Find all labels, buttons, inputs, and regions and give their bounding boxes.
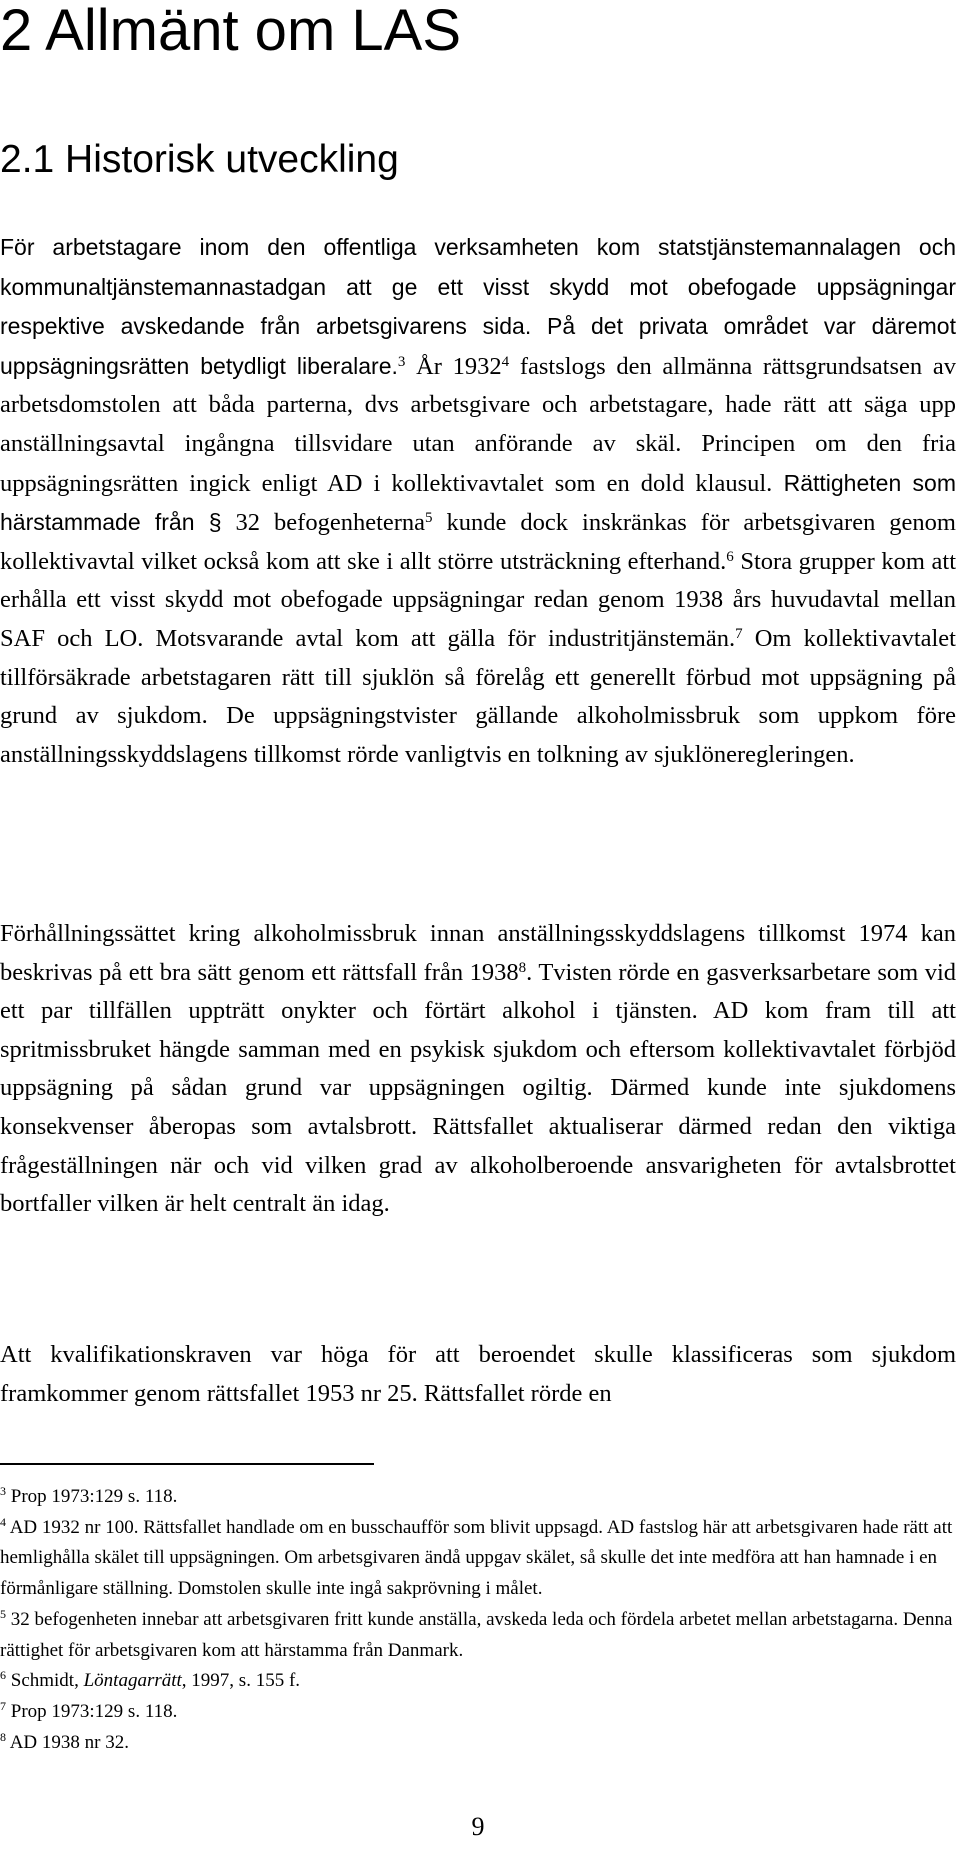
footnote-5 — [0, 1605, 956, 1666]
footnote-text: AD 1938 nr 32. — [6, 1731, 129, 1753]
p1-sentence-4: Rättigheten som härstammade från § — [0, 469, 956, 536]
section-heading: 2.1 Historisk utveckling — [0, 138, 399, 181]
footnote-number: 8 — [0, 1729, 6, 1744]
paragraph-3: Att kvalifikationskraven var höga för att beroendet skulle klassificeras som sjukdom framkommer genom rättsfallet 1953 nr 25. Rättsfallet rörde en — [0, 1341, 956, 1407]
p1-sentence-4b: kunde dock inskränkas för arbetsgivaren genom kollektivavtal vilket också kom att ske i allt större utsträckning efterhand. — [0, 509, 956, 575]
footnote-text: Prop 1973:129 s. 118. — [6, 1700, 178, 1722]
p1-sentence-5a: Stora grupper kom att erhålla ett visst skydd mot obefogade uppsägningar redan genom 1938 års huvudavtal mellan SAF och LO. Motsvarande avtal kom att gälla för industritjänstemän. — [0, 547, 956, 652]
p1-sentence-2: På det privata området var däremot uppsägningsrätten betydligt liberalare. — [0, 313, 956, 379]
p2-sentence-2: . Tvisten rörde en gasverksarbetare som vid ett par tillfällen uppträtt onykter och förtärt alkohol i tjänsten. AD kom fram till att spritmissbruket hängde samman med en psykisk sjukdom och eftersom kollektivavtalet förbjöd uppsägning på sådan grund var uppsägningen ogiltig. Därmed kunde inte sjukdomens konsekvenser åberopas som avtalsbrott. Rättsfallet aktualiserar därmed redan den viktiga frågeställningen när och vid vilken grad av alkoholberoende ansvarigheten för avtalsbrottet bortfaller vilken är helt centralt än idag. — [0, 958, 957, 1218]
footnote-ref-8[interactable]: 8 — [518, 959, 527, 976]
footnote-text: Prop 1973:129 s. 118. — [6, 1486, 178, 1507]
footnote-number: 4 — [0, 1514, 6, 1529]
footnotes — [0, 1482, 956, 1758]
footnote-ref-5[interactable]: 5 — [425, 509, 433, 526]
footnote-book-title: Löntagarrätt — [83, 1670, 182, 1692]
chapter-heading: 2 Allmänt om LAS — [0, 0, 461, 63]
footnote-4 — [0, 1513, 956, 1605]
footnote-8 — [0, 1728, 956, 1759]
footnote-number: 3 — [0, 1483, 6, 1498]
footnote-3 — [0, 1482, 956, 1513]
paragraph-2 — [0, 915, 956, 1224]
p1-sentence-4a: 32 befogenheterna — [221, 509, 426, 537]
footnote-number: 6 — [0, 1668, 6, 1683]
page-number: 9 — [471, 1812, 485, 1841]
footnote-separator — [0, 1463, 374, 1465]
footnote-text: AD 1932 nr 100. Rättsfallet handlade om en busschaufför som blivit uppsagd. AD fastslog här att arbetsgivaren hade rätt att hemlighålla skälet till uppsägningen. Om arbetsgivaren ändå uppgav skälet, så skulle det inte medföra att han hamnade i en förmånligare ställning. Domstolen skulle inte ingå sakprövning i målet. — [0, 1516, 953, 1600]
footnote-6 — [0, 1666, 956, 1697]
footnote-number: 5 — [0, 1606, 6, 1621]
footnote-text: 32 befogenheten innebar att arbetsgivaren fritt kunde anställa, avskeda leda och fördela arbetet mellan arbetstagarna. Denna rättighet för arbetsgivaren kom att härstamma från Danmark. — [0, 1608, 953, 1661]
p1-sentence-1: För arbetstagare inom den offentliga verksamheten kom statstjänstemannalagen och kommunaltjänstemannastadgan att ge ett visst skydd mot obefogade uppsägningar respektive avskedande från arbetsgivarens sida. — [0, 234, 956, 340]
p1-sentence-3a: År 1932 — [405, 352, 502, 380]
footnote-ref-6[interactable]: 6 — [726, 548, 734, 565]
footnote-text-pre: Schmidt, — [6, 1670, 84, 1692]
p2-sentence-1: Förhållningssättet kring alkoholmissbruk innan anställningsskyddslagens tillkomst 1974 kan beskrivas på ett bra sätt genom ett rättsfall från 1938 — [0, 920, 956, 986]
footnote-number: 7 — [0, 1698, 6, 1713]
p1-sentence-5b: Om kollektivavtalet tillförsäkrade arbetstagaren rätt till sjuklön så förelåg ett generellt förbud mot uppsägning på grund av sjukdom. De uppsägningstvister gällande alkoholmissbruk som uppkom före anställningsskyddslagens tillkomst rörde vanligtvis en tolkning av sjuklöneregleringen. — [0, 624, 956, 768]
paragraph-1 — [0, 228, 956, 774]
footnote-ref-4[interactable]: 4 — [501, 353, 510, 370]
footnote-ref-7[interactable]: 7 — [735, 625, 743, 642]
footnote-7 — [0, 1697, 956, 1728]
p1-sentence-3b: fastslogs den allmänna rättsgrundsatsen av arbetsdomstolen att båda parterna, dvs arbetsgivare och arbetstagare, hade rätt att säga upp anställningsavtal ingångna tillsvidare utan anförande av skäl. Principen om den fria uppsägningsrätten ingick enligt AD i kollektivavtalet som en dold klausul. — [0, 352, 956, 497]
footnote-text-post: , 1997, s. 155 f. — [181, 1670, 301, 1692]
footnote-ref-3[interactable]: 3 — [397, 353, 406, 370]
